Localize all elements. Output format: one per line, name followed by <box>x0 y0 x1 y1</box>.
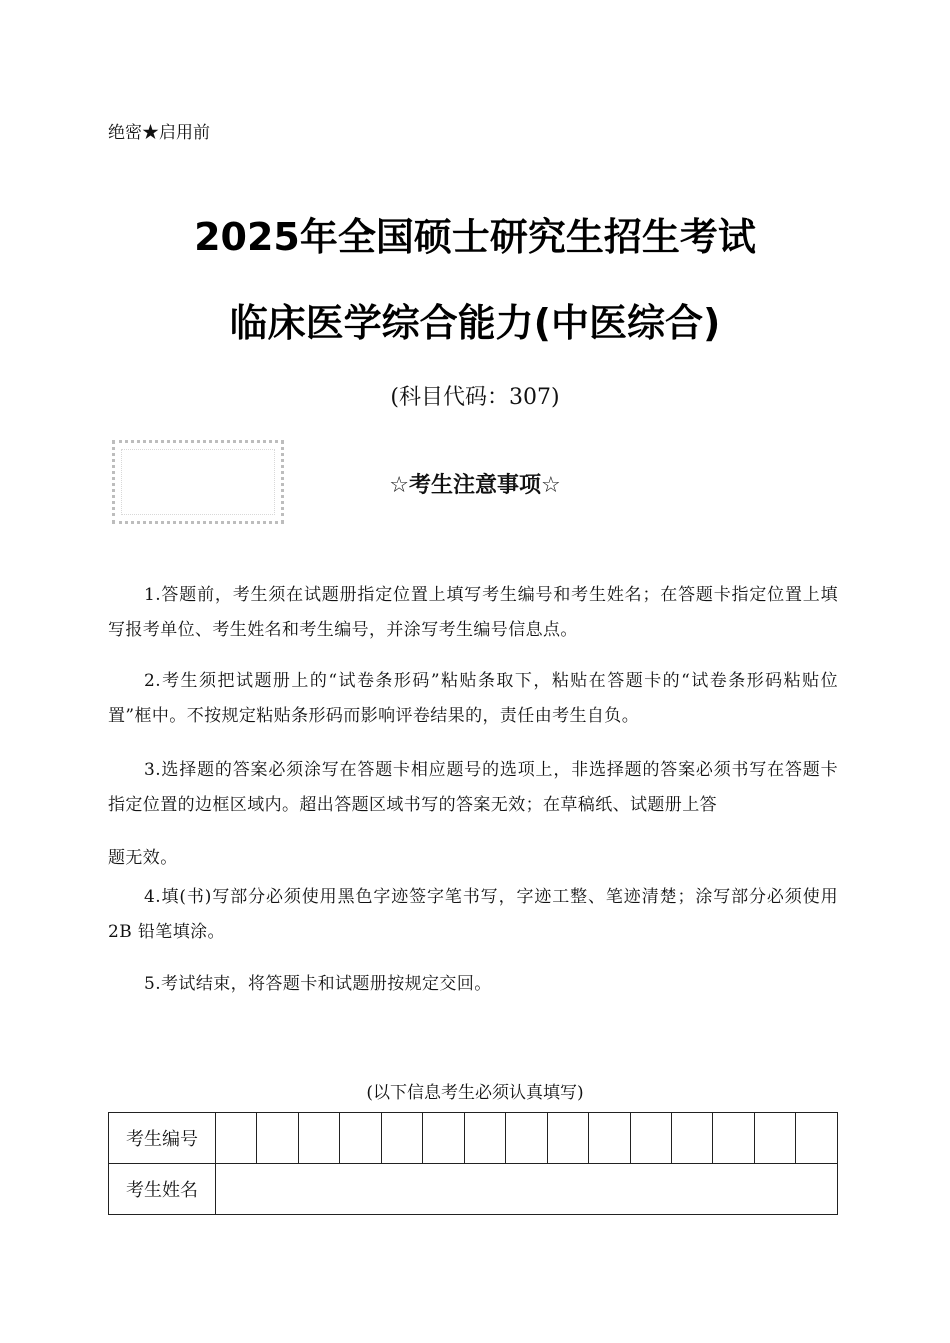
exam-title: 2025年全国硕士研究生招生考试 <box>194 215 756 259</box>
number-digit-box[interactable] <box>589 1113 630 1164</box>
number-digit-box[interactable] <box>464 1113 505 1164</box>
number-digit-box[interactable] <box>754 1113 795 1164</box>
notice-item: 4.填(书)写部分必须使用黑色字迹签字笔书写，字迹工整、笔迹清楚；涂写部分必须使用2B 铅笔填涂。 <box>108 887 838 942</box>
confidential-mark: 绝密★启用前 <box>108 123 210 143</box>
number-digit-box[interactable] <box>547 1113 588 1164</box>
number-digit-box[interactable] <box>340 1113 381 1164</box>
number-digit-box[interactable] <box>506 1113 547 1164</box>
number-digit-box[interactable] <box>257 1113 298 1164</box>
candidate-name-label: 考生姓名 <box>109 1164 216 1215</box>
notice-item <box>108 753 838 876</box>
candidate-number-row <box>109 1113 838 1164</box>
number-digit-box[interactable] <box>423 1113 464 1164</box>
number-digit-box[interactable] <box>630 1113 671 1164</box>
number-digit-box[interactable] <box>671 1113 712 1164</box>
notice-item: 2.考生须把试题册上的“试卷条形码”粘贴条取下，粘贴在答题卡的“试卷条形码粘贴位置”框中。不按规定粘贴条形码而影响评卷结果的，责任由考生自负。 <box>108 671 838 726</box>
notice-item: 1.答题前，考生须在试题册指定位置上填写考生编号和考生姓名；在答题卡指定位置上填写报考单位、考生姓名和考生编号，并涂写考生编号信息点。 <box>108 585 838 640</box>
notice-heading: ☆考生注意事项☆ <box>389 473 561 498</box>
candidate-name-row <box>109 1164 838 1215</box>
candidate-info-table <box>108 1112 838 1215</box>
exam-subtitle: 临床医学综合能力(中医综合) <box>229 301 721 345</box>
candidate-number-label: 考生编号 <box>109 1113 216 1164</box>
number-digit-box[interactable] <box>381 1113 422 1164</box>
form-hint: (以下信息考生必须认真填写) <box>366 1083 584 1103</box>
notice-item-tail: 题无效。 <box>108 848 178 868</box>
subject-code: (科目代码：307) <box>390 385 560 410</box>
number-digit-box[interactable] <box>298 1113 339 1164</box>
number-digit-box[interactable] <box>713 1113 754 1164</box>
number-digit-box[interactable] <box>216 1113 257 1164</box>
number-digit-box[interactable] <box>796 1113 838 1164</box>
notice-item-text: 3.选择题的答案必须涂写在答题卡相应题号的选项上，非选择题的答案必须书写在答题卡指定位置的边框区域内。超出答题区域书写的答案无效；在草稿纸、试题册上答 <box>108 760 838 815</box>
candidate-name-field[interactable] <box>216 1164 838 1215</box>
notice-item: 5.考试结束，将答题卡和试题册按规定交回。 <box>144 974 492 994</box>
